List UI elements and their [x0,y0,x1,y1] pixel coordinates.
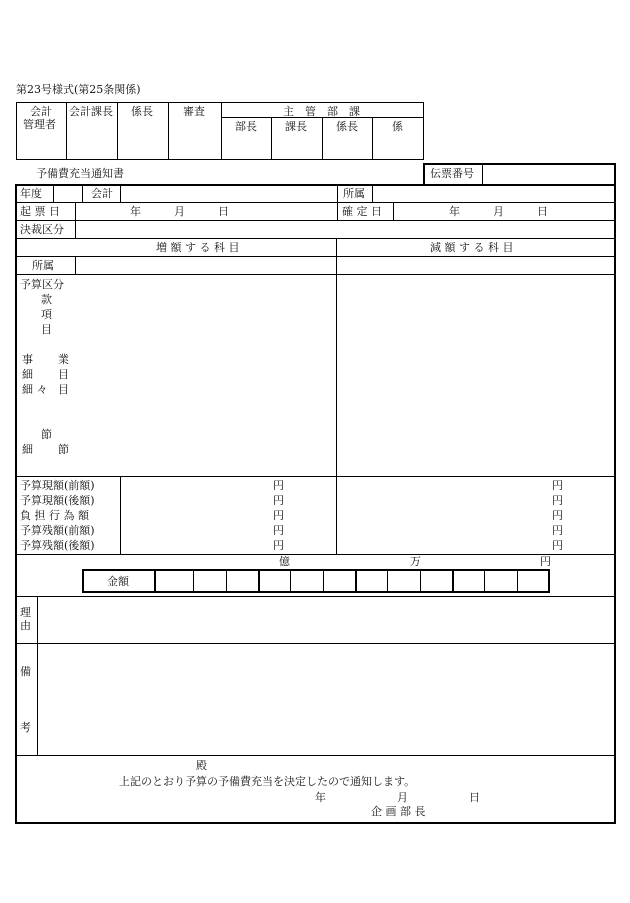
approver-shukan-busho: 主 管 部 課 [283,105,360,118]
jigyo-label-b: 業 [58,353,69,366]
kan-label: 款 [41,293,52,306]
riyu-label-b: 由 [20,619,31,632]
yosan-kubun-label: 予算区分 [20,278,64,291]
shozoku-label: 所属 [343,187,365,200]
footer-month: 月 [397,791,408,804]
yen-unit: 円 [273,539,284,552]
riyu-label-a: 理 [20,606,31,619]
biko-label-b: 考 [20,721,31,734]
kakutei-date-label: 確 定 日 [342,205,382,218]
yen-unit: 円 [273,494,284,507]
yen-unit: 円 [552,524,563,537]
gengaku-kamoku-area[interactable] [338,276,612,474]
amount-row-label: 予算現額(後額) [20,494,95,507]
yen-unit: 円 [273,509,284,522]
saisaimoku-label-b: 目 [58,383,69,396]
biko-field[interactable] [39,645,612,753]
shozoku-field[interactable] [373,186,613,201]
jigyo-label-a: 事 [22,353,33,366]
approver-sub-kakaricho: 係長 [336,120,358,133]
kessai-kubun-field[interactable] [76,222,612,237]
approver-kaikei-label-1: 会計 [30,105,52,118]
kihyo-date-label: 起 票 日 [20,205,60,218]
yen-unit: 円 [273,479,284,492]
zougaku-header: 増 額 す る 科 目 [156,241,240,254]
notice-title: 予備費充当通知書 [36,167,124,180]
approver-kacho: 課長 [285,120,307,133]
footer-day: 日 [469,791,480,804]
man-unit: 万 [410,555,421,568]
amount-row-label: 予算現額(前額) [20,479,95,492]
saimoku-label-b: 目 [58,368,69,381]
slip-number-label: 伝票番号 [430,167,474,180]
approver-kakaricho: 係長 [131,105,153,118]
gengaku-amount-field[interactable] [338,478,550,552]
zougaku-kamoku-area[interactable] [76,276,334,474]
kingaku-digit-field[interactable] [156,571,548,591]
biko-label-a: 備 [20,665,31,678]
saimoku-label-a: 細 [22,368,33,381]
setsu-label: 節 [41,428,52,441]
amount-row-label: 負 担 行 為 額 [20,509,89,522]
amount-row-label: 予算残額(後額) [20,539,95,552]
kessai-kubun-label: 決裁区分 [20,223,64,236]
en-unit: 円 [540,555,551,568]
kikaku-bucho-label: 企 画 部 長 [371,805,426,818]
nendo-label: 年度 [20,187,42,200]
oku-unit: 億 [279,555,290,568]
gengaku-header: 減 額 す る 科 目 [430,241,514,254]
yen-unit: 円 [552,509,563,522]
yen-unit: 円 [273,524,284,537]
footer-year: 年 [315,791,326,804]
shozoku2-label: 所属 [32,259,54,272]
saisetsu-label-b: 節 [58,443,69,456]
riyu-field[interactable] [39,598,612,641]
kingaku-label: 金額 [107,575,129,588]
zougaku-amount-field[interactable] [121,478,271,552]
yen-unit: 円 [552,479,563,492]
yen-unit: 円 [552,539,563,552]
approver-kaikei-kacho: 会計課長 [69,105,113,118]
form-number-title: 第23号様式(第25条関係) [16,83,141,96]
notice-message: 上記のとおり予算の予備費充当を決定したので通知します。 [119,775,416,788]
yen-unit: 円 [552,494,563,507]
zougaku-shozoku-field[interactable] [76,258,334,273]
dono-label: 殿 [196,759,207,772]
slip-number-field[interactable] [484,166,612,183]
approver-bucho: 部長 [235,120,257,133]
nendo-field[interactable] [54,186,81,201]
kou-label: 項 [41,308,52,321]
saisaimoku-label-a: 細 々 [22,383,48,396]
amount-row-label: 予算残額(前額) [20,524,95,537]
kaikei-label: 会計 [91,187,113,200]
kaikei-field[interactable] [121,186,335,201]
approver-shinsa: 審査 [183,105,205,118]
kakutei-date-field[interactable]: 年 月 日 [449,205,548,218]
gengaku-shozoku-field[interactable] [338,258,612,273]
approver-kaikei-label-2: 管理者 [23,118,56,131]
saisetsu-label-a: 細 [22,443,33,456]
approver-kakari: 係 [392,120,403,133]
kihyo-date-field[interactable]: 年 月 日 [130,205,229,218]
moku-label: 目 [41,323,52,336]
